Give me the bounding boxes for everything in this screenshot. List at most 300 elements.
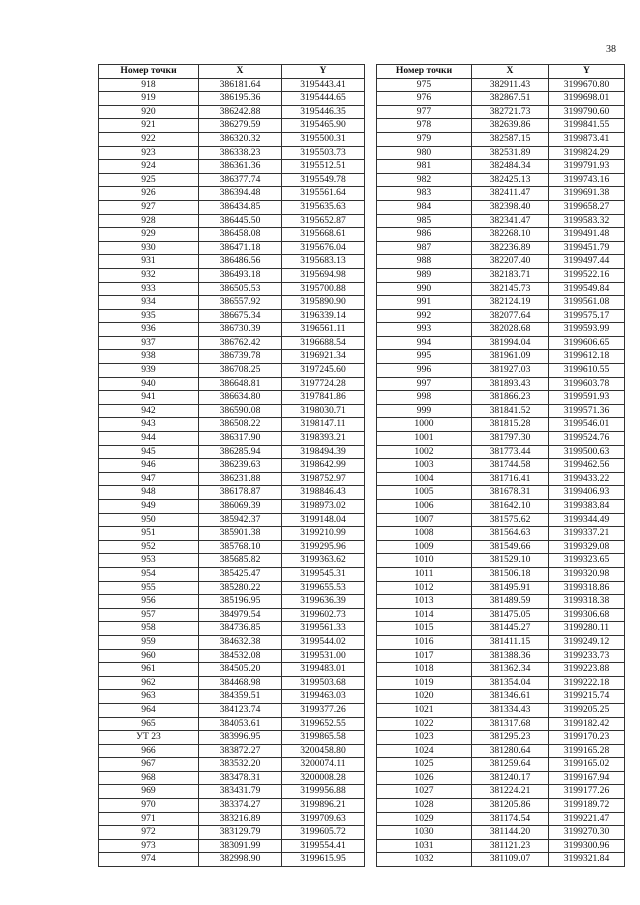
table-row — [377, 608, 625, 622]
cell-point-number: 954 — [99, 567, 199, 581]
table-row — [377, 758, 625, 772]
table-row — [99, 554, 365, 568]
cell-x: 381841.52 — [472, 404, 549, 418]
cell-x: 382531.89 — [472, 146, 549, 160]
cell-point-number: 958 — [99, 622, 199, 636]
cell-y: 3197724.28 — [282, 377, 365, 391]
table-row — [377, 200, 625, 214]
cell-y: 3195465.90 — [282, 119, 365, 133]
table-row — [377, 554, 625, 568]
table-row — [99, 758, 365, 772]
cell-x: 386486.56 — [199, 255, 282, 269]
cell-y: 3198030.71 — [282, 404, 365, 418]
cell-point-number: 1022 — [377, 717, 472, 731]
cell-y: 3199215.74 — [549, 690, 625, 704]
table-row — [377, 731, 625, 745]
cell-x: 386708.25 — [199, 364, 282, 378]
cell-y: 3199483.01 — [282, 663, 365, 677]
cell-point-number: 937 — [99, 336, 199, 350]
cell-x: 385196.95 — [199, 595, 282, 609]
cell-x: 384632.38 — [199, 635, 282, 649]
table-row — [377, 336, 625, 350]
table-row — [377, 105, 625, 119]
table-row — [99, 690, 365, 704]
cell-x: 382639.86 — [472, 119, 549, 133]
table-row — [99, 459, 365, 473]
cell-y: 3195700.88 — [282, 282, 365, 296]
table-row — [99, 744, 365, 758]
cell-x: 383091.99 — [199, 839, 282, 853]
cell-point-number: 949 — [99, 500, 199, 514]
table-row — [99, 92, 365, 106]
table-row — [99, 853, 365, 867]
cell-y: 3199524.76 — [549, 432, 625, 446]
cell-x: 381475.05 — [472, 608, 549, 622]
cell-x: 381354.04 — [472, 676, 549, 690]
cell-x: 386730.39 — [199, 323, 282, 337]
table-row — [377, 296, 625, 310]
cell-x: 386675.34 — [199, 309, 282, 323]
cell-y: 3199571.36 — [549, 404, 625, 418]
cell-point-number: 931 — [99, 255, 199, 269]
cell-y: 3200074.11 — [282, 758, 365, 772]
cell-x: 384979.54 — [199, 608, 282, 622]
cell-x: 382398.40 — [472, 200, 549, 214]
table-row — [377, 676, 625, 690]
cell-x: 386590.08 — [199, 404, 282, 418]
table-row — [377, 445, 625, 459]
header-point-number: Номер точки — [99, 65, 199, 79]
cell-y: 3199433.22 — [549, 472, 625, 486]
cell-y: 3199603.78 — [549, 377, 625, 391]
cell-point-number: 924 — [99, 160, 199, 174]
cell-point-number: 1031 — [377, 839, 472, 853]
table-row — [99, 391, 365, 405]
table-row — [99, 500, 365, 514]
table-row — [99, 595, 365, 609]
cell-y: 3199363.62 — [282, 554, 365, 568]
cell-x: 385425.47 — [199, 567, 282, 581]
cell-point-number: 1010 — [377, 554, 472, 568]
cell-point-number: 993 — [377, 323, 472, 337]
cell-y: 3199177.26 — [549, 785, 625, 799]
cell-y: 3199670.80 — [549, 78, 625, 92]
cell-x: 386648.81 — [199, 377, 282, 391]
table-row — [377, 173, 625, 187]
cell-point-number: 935 — [99, 309, 199, 323]
cell-point-number: 995 — [377, 350, 472, 364]
table-row — [377, 187, 625, 201]
cell-y: 3199233.73 — [549, 649, 625, 663]
coordinates-table-left — [98, 64, 365, 867]
cell-point-number: 1003 — [377, 459, 472, 473]
cell-y: 3199546.01 — [549, 418, 625, 432]
table-row — [377, 350, 625, 364]
cell-x: 382341.47 — [472, 214, 549, 228]
cell-x: 382183.71 — [472, 268, 549, 282]
cell-y: 3199337.21 — [549, 527, 625, 541]
cell-y: 3199406.93 — [549, 486, 625, 500]
cell-point-number: 1030 — [377, 826, 472, 840]
cell-x: 382268.10 — [472, 228, 549, 242]
cell-y: 3195503.73 — [282, 146, 365, 160]
cell-x: 386458.08 — [199, 228, 282, 242]
cell-y: 3199300.96 — [549, 839, 625, 853]
cell-point-number: 977 — [377, 105, 472, 119]
cell-point-number: 1016 — [377, 635, 472, 649]
header-x: X — [472, 65, 549, 79]
cell-x: 386239.63 — [199, 459, 282, 473]
page-number: 38 — [606, 44, 616, 55]
cell-point-number: 971 — [99, 812, 199, 826]
cell-y: 3199791.93 — [549, 160, 625, 174]
table-row — [377, 527, 625, 541]
cell-y: 3199591.93 — [549, 391, 625, 405]
table-row — [99, 200, 365, 214]
cell-point-number: 986 — [377, 228, 472, 242]
table-row — [377, 255, 625, 269]
cell-y: 3195512.51 — [282, 160, 365, 174]
cell-y: 3199709.63 — [282, 812, 365, 826]
cell-y: 3199280.11 — [549, 622, 625, 636]
cell-point-number: 956 — [99, 595, 199, 609]
cell-y: 3199956.88 — [282, 785, 365, 799]
cell-point-number: 964 — [99, 703, 199, 717]
cell-x: 385280.22 — [199, 581, 282, 595]
cell-y: 3199189.72 — [549, 799, 625, 813]
cell-point-number: 926 — [99, 187, 199, 201]
cell-point-number: 983 — [377, 187, 472, 201]
cell-point-number: 998 — [377, 391, 472, 405]
cell-x: 383478.31 — [199, 771, 282, 785]
cell-y: 3195549.78 — [282, 173, 365, 187]
cell-y: 3199554.41 — [282, 839, 365, 853]
cell-point-number: 961 — [99, 663, 199, 677]
cell-y: 3199210.99 — [282, 527, 365, 541]
table-row — [377, 799, 625, 813]
cell-x: 381346.61 — [472, 690, 549, 704]
cell-y: 3197841.86 — [282, 391, 365, 405]
table-row — [377, 391, 625, 405]
cell-point-number: 1027 — [377, 785, 472, 799]
cell-y: 3199658.27 — [549, 200, 625, 214]
cell-point-number: 975 — [377, 78, 472, 92]
table-row — [99, 663, 365, 677]
cell-y: 3198752.97 — [282, 472, 365, 486]
cell-point-number: 1013 — [377, 595, 472, 609]
table-row — [377, 323, 625, 337]
table-row — [99, 214, 365, 228]
cell-point-number: 989 — [377, 268, 472, 282]
table-row — [99, 717, 365, 731]
cell-point-number: 942 — [99, 404, 199, 418]
cell-x: 386634.80 — [199, 391, 282, 405]
cell-point-number: 991 — [377, 296, 472, 310]
cell-x: 385768.10 — [199, 540, 282, 554]
cell-point-number: 946 — [99, 459, 199, 473]
cell-y: 3200458.80 — [282, 744, 365, 758]
table-row — [99, 228, 365, 242]
table-row — [99, 364, 365, 378]
cell-x: 386242.88 — [199, 105, 282, 119]
cell-point-number: 1029 — [377, 812, 472, 826]
cell-x: 386505.53 — [199, 282, 282, 296]
cell-x: 381280.64 — [472, 744, 549, 758]
table-row — [99, 160, 365, 174]
cell-y: 3199249.12 — [549, 635, 625, 649]
cell-y: 3199610.55 — [549, 364, 625, 378]
cell-x: 382721.73 — [472, 105, 549, 119]
table-row — [99, 703, 365, 717]
cell-x: 386557.92 — [199, 296, 282, 310]
table-row — [99, 309, 365, 323]
table-row — [99, 676, 365, 690]
cell-y: 3199503.68 — [282, 676, 365, 690]
cell-y: 3199463.03 — [282, 690, 365, 704]
cell-x: 385685.82 — [199, 554, 282, 568]
cell-x: 382911.43 — [472, 78, 549, 92]
cell-y: 3199491.48 — [549, 228, 625, 242]
table-row — [377, 635, 625, 649]
cell-y: 3198393.21 — [282, 432, 365, 446]
cell-point-number: 939 — [99, 364, 199, 378]
cell-y: 3199344.49 — [549, 513, 625, 527]
cell-point-number: 999 — [377, 404, 472, 418]
cell-point-number: 963 — [99, 690, 199, 704]
cell-x: 386069.39 — [199, 500, 282, 514]
cell-x: 386493.18 — [199, 268, 282, 282]
cell-point-number: 1023 — [377, 731, 472, 745]
table-row — [377, 459, 625, 473]
cell-y: 3198147.11 — [282, 418, 365, 432]
cell-y: 3199841.55 — [549, 119, 625, 133]
cell-point-number: 1025 — [377, 758, 472, 772]
table-row — [377, 241, 625, 255]
table-row — [99, 839, 365, 853]
table-row — [377, 649, 625, 663]
cell-x: 386338.23 — [199, 146, 282, 160]
cell-y: 3196688.54 — [282, 336, 365, 350]
table-row — [99, 132, 365, 146]
cell-point-number: 978 — [377, 119, 472, 133]
cell-point-number: 970 — [99, 799, 199, 813]
cell-x: 381317.68 — [472, 717, 549, 731]
cell-y: 3198973.02 — [282, 500, 365, 514]
cell-x: 384505.20 — [199, 663, 282, 677]
cell-x: 381144.20 — [472, 826, 549, 840]
cell-x: 382236.89 — [472, 241, 549, 255]
cell-x: 381564.63 — [472, 527, 549, 541]
cell-y: 3195443.41 — [282, 78, 365, 92]
cell-y: 3199329.08 — [549, 540, 625, 554]
cell-y: 3195500.31 — [282, 132, 365, 146]
cell-y: 3195635.63 — [282, 200, 365, 214]
cell-y: 3195668.61 — [282, 228, 365, 242]
table-row — [377, 377, 625, 391]
cell-point-number: 922 — [99, 132, 199, 146]
cell-y: 3199612.18 — [549, 350, 625, 364]
cell-y: 3199873.41 — [549, 132, 625, 146]
cell-x: 381489.59 — [472, 595, 549, 609]
table-row — [99, 323, 365, 337]
cell-point-number: 1017 — [377, 649, 472, 663]
cell-x: 381575.62 — [472, 513, 549, 527]
cell-y: 3199549.84 — [549, 282, 625, 296]
table-row — [377, 812, 625, 826]
cell-x: 386317.90 — [199, 432, 282, 446]
table-row — [377, 146, 625, 160]
cell-point-number: 969 — [99, 785, 199, 799]
cell-x: 383532.20 — [199, 758, 282, 772]
cell-point-number: 988 — [377, 255, 472, 269]
cell-x: 386279.59 — [199, 119, 282, 133]
cell-y: 3199223.88 — [549, 663, 625, 677]
table-row — [99, 105, 365, 119]
cell-point-number: 930 — [99, 241, 199, 255]
cell-point-number: 1012 — [377, 581, 472, 595]
cell-point-number: 945 — [99, 445, 199, 459]
cell-point-number: 992 — [377, 309, 472, 323]
table-row — [99, 296, 365, 310]
cell-x: 386434.85 — [199, 200, 282, 214]
cell-y: 3199165.28 — [549, 744, 625, 758]
cell-y: 3199318.86 — [549, 581, 625, 595]
cell-point-number: 934 — [99, 296, 199, 310]
cell-y: 3199698.01 — [549, 92, 625, 106]
cell-x: 381388.36 — [472, 649, 549, 663]
cell-x: 382028.68 — [472, 323, 549, 337]
cell-y: 3199270.30 — [549, 826, 625, 840]
cell-point-number: 1001 — [377, 432, 472, 446]
cell-y: 3199221.47 — [549, 812, 625, 826]
table-row — [99, 635, 365, 649]
cell-x: 386231.88 — [199, 472, 282, 486]
cell-point-number: 979 — [377, 132, 472, 146]
cell-x: 381362.34 — [472, 663, 549, 677]
table-row — [99, 826, 365, 840]
cell-y: 3195561.64 — [282, 187, 365, 201]
table-row — [99, 799, 365, 813]
cell-point-number: 980 — [377, 146, 472, 160]
table-row — [99, 336, 365, 350]
table-row — [377, 78, 625, 92]
cell-y: 3199606.65 — [549, 336, 625, 350]
table-row — [99, 812, 365, 826]
cell-point-number: 936 — [99, 323, 199, 337]
cell-point-number: 976 — [377, 92, 472, 106]
cell-y: 3199691.38 — [549, 187, 625, 201]
table-row — [99, 513, 365, 527]
table-row — [99, 377, 365, 391]
cell-x: 386181.64 — [199, 78, 282, 92]
cell-point-number: 940 — [99, 377, 199, 391]
cell-point-number: 1020 — [377, 690, 472, 704]
cell-x: 386377.74 — [199, 173, 282, 187]
table-row — [99, 731, 365, 745]
cell-y: 3199318.38 — [549, 595, 625, 609]
cell-point-number: 982 — [377, 173, 472, 187]
cell-x: 386394.48 — [199, 187, 282, 201]
table-row — [99, 445, 365, 459]
cell-y: 3199323.65 — [549, 554, 625, 568]
cell-point-number: 1024 — [377, 744, 472, 758]
cell-point-number: 1021 — [377, 703, 472, 717]
table-row — [377, 364, 625, 378]
cell-point-number: 919 — [99, 92, 199, 106]
cell-y: 3197245.60 — [282, 364, 365, 378]
cell-point-number: 1028 — [377, 799, 472, 813]
table-row — [377, 717, 625, 731]
cell-y: 3199497.44 — [549, 255, 625, 269]
cell-y: 3199205.25 — [549, 703, 625, 717]
table-row — [377, 826, 625, 840]
table-header-row — [99, 65, 365, 79]
cell-y: 3199544.02 — [282, 635, 365, 649]
table-row — [377, 513, 625, 527]
cell-y: 3199165.02 — [549, 758, 625, 772]
cell-y: 3196339.14 — [282, 309, 365, 323]
cell-y: 3198494.39 — [282, 445, 365, 459]
cell-x: 383996.95 — [199, 731, 282, 745]
cell-y: 3199575.17 — [549, 309, 625, 323]
table-row — [99, 432, 365, 446]
table-row — [99, 173, 365, 187]
cell-point-number: 1006 — [377, 500, 472, 514]
cell-point-number: 1018 — [377, 663, 472, 677]
cell-point-number: 1009 — [377, 540, 472, 554]
table-row — [377, 540, 625, 554]
cell-x: 384359.51 — [199, 690, 282, 704]
cell-x: 386508.22 — [199, 418, 282, 432]
cell-point-number: 948 — [99, 486, 199, 500]
cell-y: 3199605.72 — [282, 826, 365, 840]
cell-y: 3199593.99 — [549, 323, 625, 337]
table-row — [99, 527, 365, 541]
table-row — [99, 282, 365, 296]
cell-x: 382867.51 — [472, 92, 549, 106]
cell-y: 3199743.16 — [549, 173, 625, 187]
cell-y: 3195446.35 — [282, 105, 365, 119]
table-row — [99, 608, 365, 622]
cell-x: 381866.23 — [472, 391, 549, 405]
cell-point-number: 941 — [99, 391, 199, 405]
cell-y: 3199182.42 — [549, 717, 625, 731]
cell-y: 3199561.08 — [549, 296, 625, 310]
cell-x: 381815.28 — [472, 418, 549, 432]
cell-x: 381174.54 — [472, 812, 549, 826]
cell-point-number: 981 — [377, 160, 472, 174]
cell-y: 3199790.60 — [549, 105, 625, 119]
cell-point-number: 990 — [377, 282, 472, 296]
cell-point-number: 1004 — [377, 472, 472, 486]
cell-y: 3199500.63 — [549, 445, 625, 459]
cell-x: 382145.73 — [472, 282, 549, 296]
cell-point-number: 965 — [99, 717, 199, 731]
cell-x: 383374.27 — [199, 799, 282, 813]
table-row — [99, 486, 365, 500]
cell-y: 3199561.33 — [282, 622, 365, 636]
cell-y: 3199615.95 — [282, 853, 365, 867]
cell-x: 383129.79 — [199, 826, 282, 840]
table-row — [99, 255, 365, 269]
table-row — [377, 404, 625, 418]
cell-x: 382207.40 — [472, 255, 549, 269]
cell-point-number: 929 — [99, 228, 199, 242]
cell-x: 382587.15 — [472, 132, 549, 146]
cell-x: 381109.07 — [472, 853, 549, 867]
cell-point-number: 923 — [99, 146, 199, 160]
cell-y: 3199531.00 — [282, 649, 365, 663]
